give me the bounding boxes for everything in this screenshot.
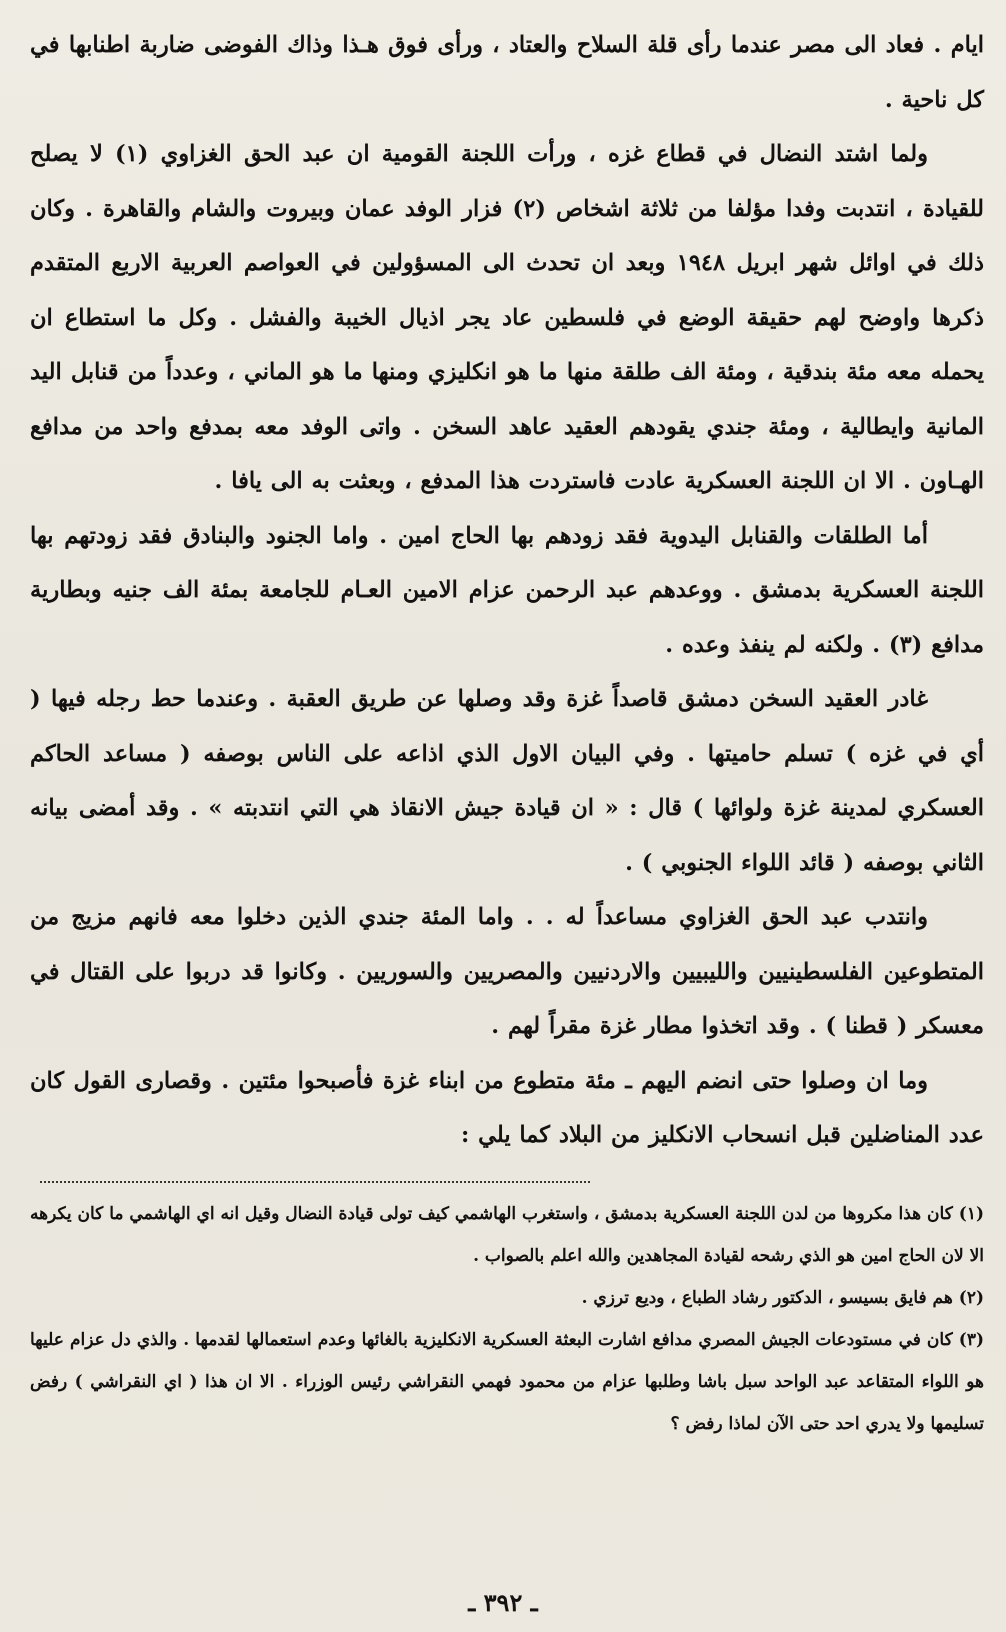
footnote-2: (٢) هم فايق بسيسو ، الدكتور رشاد الطباع ، وديع ترزي . [581, 1287, 984, 1308]
paragraph-5: وانتدب عبد الحق الغزاوي مساعداً له . . واما المئة جندي الذين دخلوا معه فانهم مزيج من المتطوعين الفلسطينيين والليبيين والاردنيين والمصريين والسوريين . وكانوا قد دربوا على القتال في معسكر ( قطنا ) . وقد اتخذوا مطار غزة مقراً لهم . [30, 904, 984, 1039]
page-number: ـ ٣٩٢ ـ [468, 1588, 538, 1617]
paragraph-3: أما الطلقات والقنابل اليدوية فقد زودهم بها الحاج امين . واما الجنود والبنادق فقد زودتهم بها اللجنة العسكرية بدمشق . ووعدهم عبد الرحمن عزام الامين العـام للجامعة بمئة الف جنيه وبطارية مدافع (٣) . ولكنه لم ينفذ وعده . [30, 522, 984, 658]
main-text [30, 18, 984, 1163]
paragraph-2: ولما اشتد النضال في قطاع غزه ، ورأت اللجنة القومية ان عبد الحق الغزاوي (١) لا يصلح للقيادة ، انتدبت وفدا مؤلفا من ثلاثة اشخاص (٢) فزار الوفد عمان وبيروت والشام والقاهرة . وكان ذلك في اوائل شهر ابريل ١٩٤٨ وبعد ان تحدث الى المسؤولين في العواصم العربية الاربع المتقدم ذكرها واوضح لهم حقيقة الوضع في فلسطين عاد يجر اذيال الخيبة والفشل . وكل ما استطاع ان يحمله معه مئة بندقية ، ومئة الف طلقة منها ما هو انكليزي ومنها ما هو الماني ، وعدداً من قنابل اليد المانية وايطالية ، ومئة جندي يقودهم العقيد عاهد السخن . واتى الوفد معه بمدفع واحد من مدافع الهـاون . الا ان اللجنة العسكرية عادت فاستردت هذا المدفع ، وبعثت به الى يافا . [30, 141, 984, 494]
footnote-separator [40, 1181, 590, 1183]
paragraph-6: وما ان وصلوا حتى انضم اليهم ـ مئة متطوع من ابناء غزة فأصبحوا مئتين . وقصارى القول كان عدد المناضلين قبل انسحاب الانكليز من البلاد كما يلي : [30, 1067, 984, 1148]
paragraph-4: غادر العقيد السخن دمشق قاصداً غزة وقد وصلها عن طريق العقبة . وعندما حط رجله فيها ( أي في غزه ) تسلم حاميتها . وفي البيان الاول الذي اذاعه على الناس بوصفه ( مساعد الحاكم العسكري لمدينة غزة ولوائها ) قال : « ان قيادة جيش الانقاذ هي التي انتدبته » . وقد أمضى بيانه الثاني بوصفه ( قائد اللواء الجنوبي ) . [30, 686, 984, 876]
footnote-1: (١) كان هذا مكروها من لدن اللجنة العسكرية بدمشق ، واستغرب الهاشمي كيف تولى قيادة النضال وقيل انه اي الهاشمي ما كان يكرهه الا لان الحاج امين هو الذي رشحه لقيادة المجاهدين والله اعلم بالصواب . [30, 1203, 984, 1266]
footnotes [30, 1193, 984, 1445]
footnote-3: (٣) كان في مستودعات الجيش المصري مدافع اشارت البعثة العسكرية الانكليزية بالغائها وعدم استعمالها لقدمها . والذي دل عزام عليها هو اللواء المتقاعد عبد الواحد سبل باشا وطلبها عزام من محمود فهمي النقراشي رئيس الوزراء . الا ان هذا ( اي النقراشي ) رفض تسليمها ولا يدري احد حتى الآن لماذا رفض ؟ [30, 1329, 984, 1434]
paragraph-1: ايام . فعاد الى مصر عندما رأى قلة السلاح والعتاد ، ورأى فوق هـذا وذاك الفوضى ضاربة اطنابها في كل ناحية . [30, 32, 984, 113]
